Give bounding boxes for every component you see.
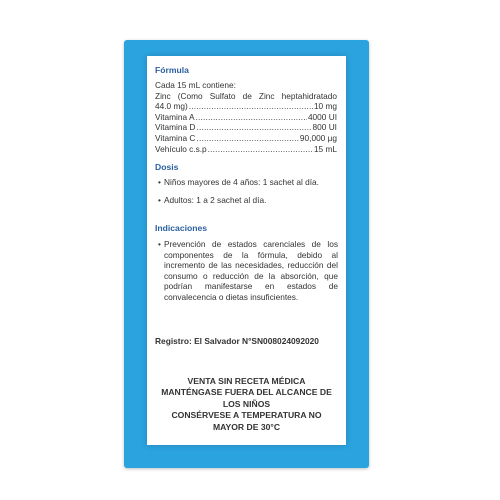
dosis-list [155, 177, 338, 205]
formula-row-vehiculo [155, 144, 337, 155]
list-item [155, 239, 338, 303]
leader-dots [196, 133, 298, 144]
label-panel [147, 56, 346, 445]
leader-dots [208, 144, 313, 155]
formula-block [155, 80, 337, 154]
bullet-icon: • [158, 194, 161, 205]
bullet-icon: • [158, 239, 161, 249]
formula-row-value: 4000 UI [307, 111, 337, 122]
formula-row-label: 44.0 mg) [155, 101, 188, 112]
indicaciones-title: Indicaciones [155, 223, 208, 233]
formula-zinc-line1: Zinc (Como Sulfato de Zinc heptahidratado [155, 90, 337, 101]
formula-row-label: Vitamina A [155, 111, 195, 122]
formula-intro: Cada 15 mL contiene: [155, 80, 236, 90]
formula-row-label: Vitamina D [155, 122, 196, 133]
warning-line: MAYOR DE 30°C [212, 421, 281, 432]
leader-dots [189, 101, 313, 112]
formula-row-value: 800 UI [312, 122, 337, 133]
formula-title: Fórmula [155, 65, 189, 75]
indicaciones-text: Prevención de estados carenciales de los componentes de la fórmula, debido al incremento de las necesidades, reducción del consumo o reducción de la absorción, que podrían manifestarse en estados de convalecencia o dietas insuficientes. [164, 239, 338, 302]
formula-row-label: Vitamina C [155, 132, 196, 143]
warning-line: VENTA SIN RECETA MÉDICA [187, 376, 306, 386]
indicaciones-list [155, 239, 338, 303]
list-item: • Niños mayores de 4 años: 1 sachet al día. [158, 177, 319, 187]
formula-row-value: 15 mL [313, 143, 337, 154]
formula-row-zinc [155, 101, 337, 112]
dosis-title: Dosis [155, 162, 179, 172]
formula-row-vitamina-d [155, 122, 337, 133]
formula-row-vitamina-a [155, 112, 337, 123]
leader-dots [196, 122, 311, 133]
formula-row-label: Vehículo c.s.p [155, 143, 207, 154]
formula-row-value: 10 mg [313, 101, 337, 112]
warning-line: LOS NIÑOS [222, 398, 271, 409]
warning-line: MANTÉNGASE FUERA DEL ALCANCE DE [161, 387, 332, 398]
list-item: • Adultos: 1 a 2 sachet al día. [158, 194, 267, 205]
warning-footer [147, 376, 346, 433]
registro-text: Registro: El Salvador N°SN008024092020 [155, 336, 319, 346]
leader-dots [196, 112, 307, 123]
formula-row-value: 90,000 µg [299, 132, 337, 143]
formula-row-vitamina-c [155, 133, 337, 144]
bullet-icon: • [158, 177, 161, 187]
warning-line: CONSÉRVESE A TEMPERATURA NO [171, 410, 322, 421]
